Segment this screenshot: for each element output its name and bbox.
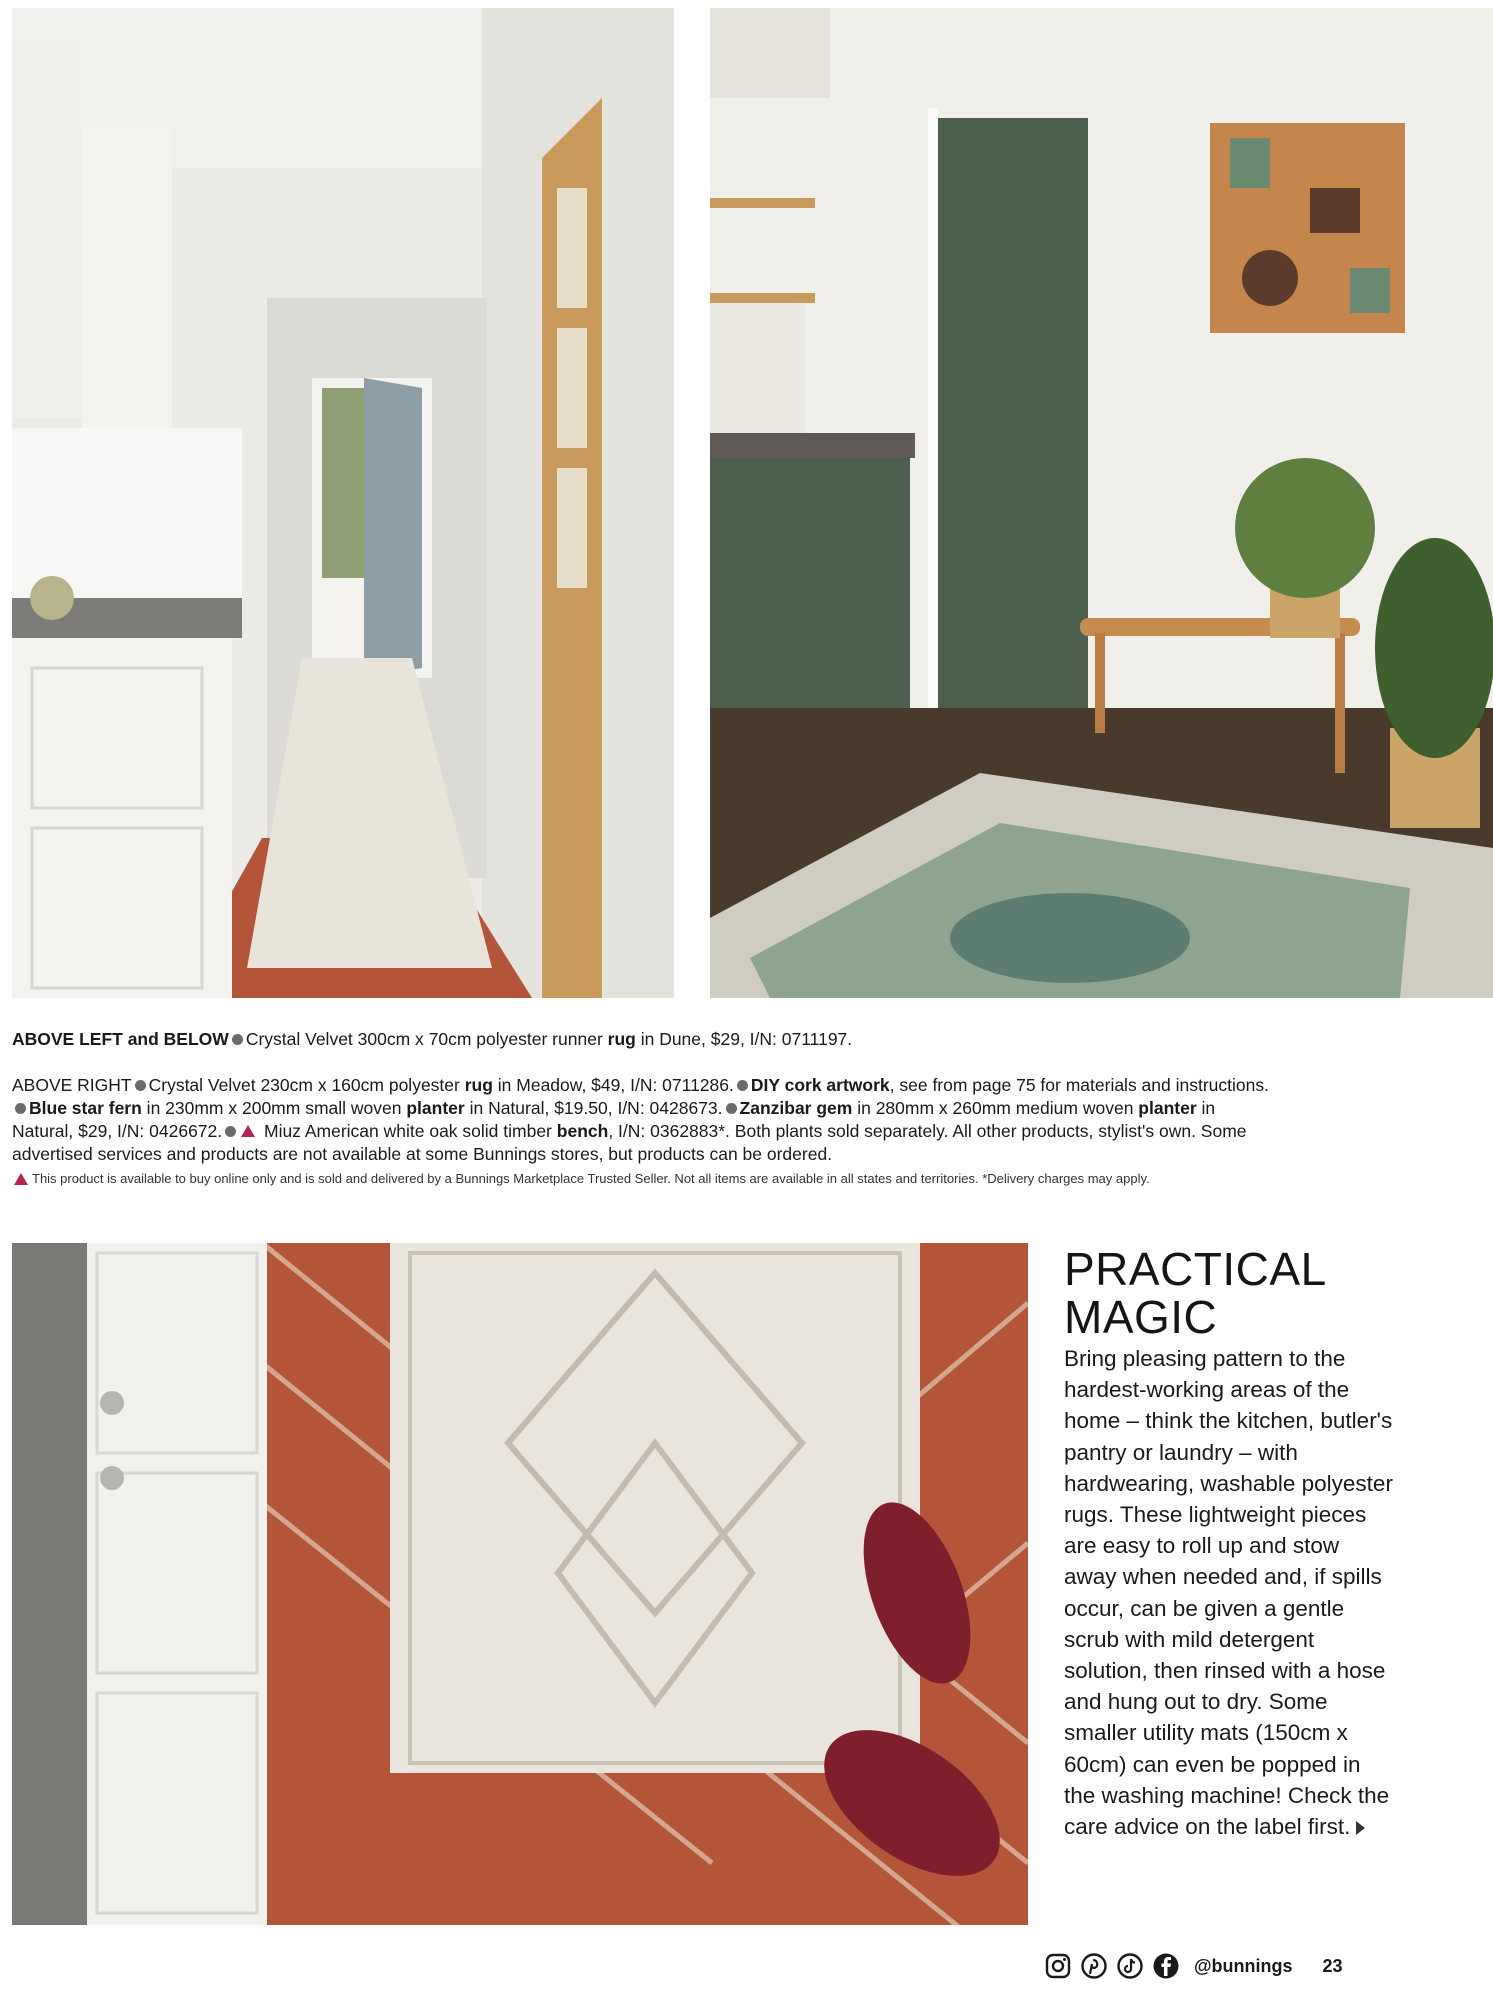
caption-text: Crystal Velvet 230cm x 160cm polyester: [148, 1075, 465, 1095]
caption-bold: DIY cork artwork: [750, 1075, 890, 1095]
social-handle[interactable]: @bunnings: [1194, 1955, 1293, 1976]
photo-rug-brick-floor: [12, 1243, 1028, 1925]
bullet-dot: [232, 1034, 243, 1045]
bullet-dot: [737, 1080, 748, 1091]
marketplace-triangle-icon: [14, 1173, 28, 1185]
fine-print: [12, 1170, 1312, 1188]
photo-laundry-corridor: [12, 8, 674, 998]
caption-text: in 280mm x 260mm medium woven: [852, 1098, 1139, 1118]
caption-bold: bench: [556, 1121, 609, 1141]
caption-bold: rug: [464, 1075, 493, 1095]
bullet-dot: [135, 1080, 146, 1091]
page-number: 23: [1322, 1955, 1343, 1976]
photo-green-door-room: [710, 8, 1493, 998]
page-footer: [1044, 1950, 1343, 1982]
caption-bold: planter: [1138, 1098, 1197, 1118]
tiktok-icon[interactable]: [1116, 1952, 1144, 1980]
marketplace-triangle-icon: [241, 1125, 255, 1137]
caption-label-above-right: ABOVE RIGHT: [12, 1075, 132, 1095]
bullet-dot: [726, 1103, 737, 1114]
caption-label-above-left: ABOVE LEFT and BELOW: [12, 1029, 229, 1049]
feature-heading-line2: MAGIC: [1064, 1291, 1218, 1343]
instagram-icon[interactable]: [1044, 1952, 1072, 1980]
caption-text: in Dune, $29, I/N: 0711197.: [635, 1029, 853, 1049]
caption-bold: Zanzibar gem: [739, 1098, 853, 1118]
caption-text: in Meadow, $49, I/N: 0711286.: [492, 1075, 734, 1095]
caption-text: Miuz American white oak solid timber: [259, 1121, 557, 1141]
fine-print-text: This product is available to buy online only and is sold and delivered by a Bunnings Marketplace Trusted Seller. Not all items are available in all states and territories. *Delivery charges may apply.: [32, 1171, 1150, 1186]
caption-above-left: [12, 1028, 1272, 1051]
feature-heading: [1064, 1245, 1327, 1341]
caption-text: , see from page 75 for materials and instructions.: [889, 1075, 1269, 1095]
caption-bold: Blue star fern: [29, 1098, 142, 1118]
caption-bold: rug: [607, 1029, 636, 1049]
caption-text: Crystal Velvet 300cm x 70cm polyester runner: [245, 1029, 608, 1049]
caption-above-right: [12, 1074, 1272, 1166]
feature-body: [1064, 1343, 1394, 1842]
feature-body-text: Bring pleasing pattern to the hardest-working areas of the home – think the kitchen, butler's pantry or laundry – with hardwearing, washable polyester rugs. These lightweight pieces are easy to roll up and stow away when needed and, if spills occur, can be given a gentle scrub with mild detergent solution, then rinsed with a hose and hung out to dry. Some smaller utility mats (150cm x 60cm) can even be popped in the washing machine! Check the care advice on the label first.: [1064, 1346, 1393, 1840]
bullet-dot: [15, 1103, 26, 1114]
caption-text: in Natural, $19.50, I/N: 0428673.: [464, 1098, 723, 1118]
caption-text: in Natural, $29, I/N: 0426672.: [12, 1098, 1216, 1141]
pinterest-icon[interactable]: [1080, 1952, 1108, 1980]
caption-text: in 230mm x 200mm small woven: [141, 1098, 407, 1118]
feature-heading-line1: PRACTICAL: [1064, 1243, 1327, 1295]
facebook-icon[interactable]: [1152, 1952, 1180, 1980]
bullet-dot: [225, 1126, 236, 1137]
arrow-right-icon: [1356, 1821, 1365, 1835]
caption-text: , I/N: 0362883*. Both plants sold separately. All other products, stylist's own. Some advertised services and products are not available at some Bunnings stores, but products can be ordered.: [12, 1121, 1247, 1164]
caption-bold: planter: [406, 1098, 465, 1118]
